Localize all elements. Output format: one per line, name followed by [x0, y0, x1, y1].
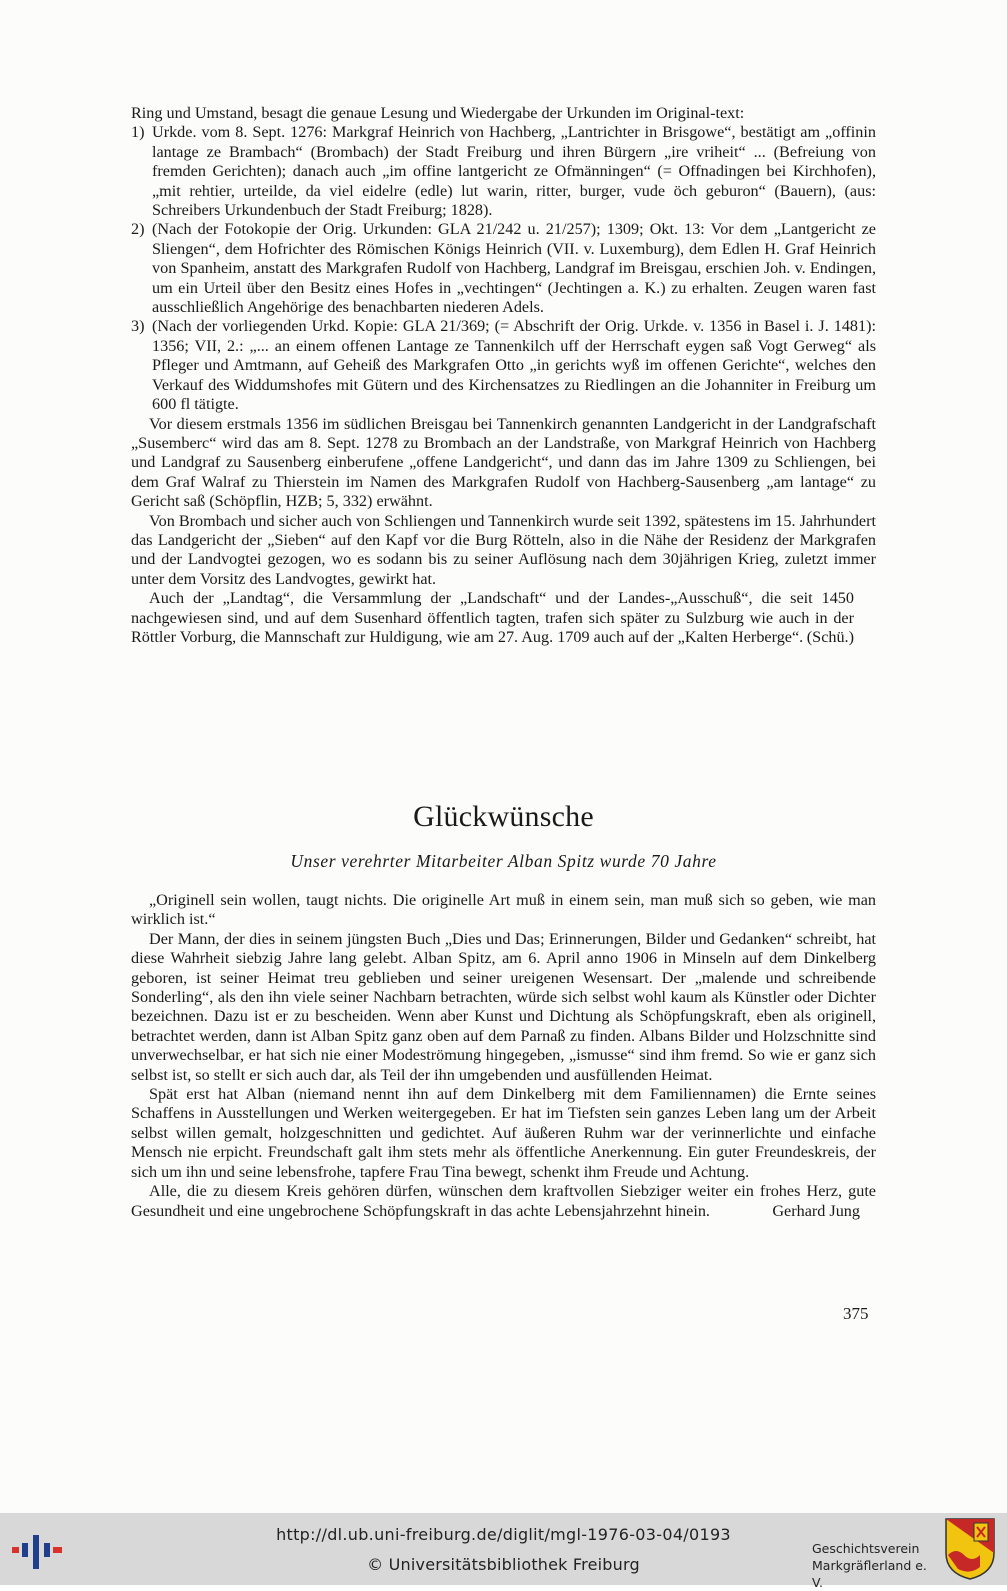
- body-paragraph: Spät erst hat Alban (niemand nennt ihn auf dem Dinkelberg mit dem Familiennamen) die Ernte seines Schaffens in Ausstellungen und Werken weitergegeben. Er hat im Tiefsten sein ganzes Leben lang um der Arbeit selbst willen gemalt, holzgeschnitten und gedichtet. Auf äußeren Ruhm war der verinnerlichte und einfache Mensch nie erpicht. Freundschaft galt ihm stets mehr als öffentliche Anerkennung. Ein guter Freundeskreis, der sich um ihn und seine lebensfrohe, tapfere Frau Tina bewegt, schenkt ihm Freude und Achtung.: [131, 1085, 876, 1181]
- society-line2: Markgräflerland e. V.: [812, 1558, 927, 1590]
- society-line1: Geschichtsverein: [812, 1541, 920, 1556]
- body-paragraph: Vor diesem erstmals 1356 im südlichen Breisgau bei Tannenkirch genannten Landgericht in der Landgrafschaft „Susemberc“ wird das am 8. Sept. 1278 zu Brombach an der Landstraße, von Markgraf Heinrich von Hachberg und Landgraf zu Sausenberg einberufene „offene Landgericht“, und dann das im Jahre 1309 zu Schliengen, bei dem Graf Walraf zu Thierstein im Namen des Markgrafen Rudolf von Hachberg-Sausenberg „am lantage“ zu Gericht saß (Schöpflin, HZB; 5, 332) erwähnt.: [131, 414, 876, 511]
- author-initials: (Schü.): [806, 627, 854, 646]
- section-subheading: Unser verehrter Mitarbeiter Alban Spitz wurde 70 Jahre: [290, 851, 717, 871]
- list-number: 3): [131, 317, 145, 336]
- list-number: 1): [131, 123, 145, 142]
- article-landgericht: [131, 104, 876, 647]
- body-paragraph: Alle, die zu diesem Kreis gehören dürfen, wünschen dem kraftvollen Siebziger weiter ein frohes Herz, gute Gesundheit und eine ungebrochene Schöpfungskraft in das achte Lebensjahrzehnt hinein.: [131, 1182, 876, 1220]
- list-item: [131, 220, 876, 317]
- source-url-link[interactable]: http://dl.ub.uni-freiburg.de/diglit/mgl-1976-03-04/0193: [276, 1525, 731, 1544]
- body-paragraph: Von Brombach und sicher auch von Schliengen und Tannenkirch wurde seit 1392, spätestens im 15. Jahrhundert das Landgericht der „Sieben“ auf den Kapf vor die Burg Rötteln, also in die Nähe der Residenz der Markgrafen und der Landvogtei gezogen, wo es sodann bis zu seiner Auflösung nach dem 30jährigen Krieg, zuletzt immer unter dem Vorsitz des Landvogtes, gewirkt hat.: [131, 511, 877, 588]
- page-number: 375: [843, 1304, 869, 1323]
- list-text: Urkde. vom 8. Sept. 1276: Markgraf Heinrich von Hachberg, „Lantrichter in Brisgowe“, bestätigt am „offinin lantage ze Brambach“ (Brombach) der Stadt Freiburg und ihren Bürgern „ire vriheit“ ... (Befreiung von fremden Gerichten); danach auch „im offine lantgericht ze Ofmänningen“ (= Offnadingen bei Kirchhofen), „mit rehtier, urteilde, da viel eidelre (edle) lut warin, ritter, burger, vude öch geburon“ (Bauern), (aus: Schreibers Urkundenbuch der Stadt Freiburg; 1828).: [152, 123, 876, 220]
- body-paragraph: Der Mann, der dies in seinem jüngsten Buch „Dies und Das; Erinnerungen, Bilder und Gedanken“ schreibt, hat diese Wahrheit siebzig Jahre lang gelebt. Alban Spitz, am 6. April anno 1906 in Minseln auf dem Dinkelberg geboren, ist seiner Heimat treu geblieben und seiner ureigenen Wesensart. Der „malende und schreibende Sonderling“, als den ihn viele seiner Nachbarn betrachten, würde sich selbst wohl kaum als Künstler oder Dichter bezeichnen. Dazu ist er zu bescheiden. Wenn aber Kunst und Dichtung als Schöpfungskraft, eben als originell, betrachtet werden, dann ist Alban Spitz ganz oben auf dem Parnaß zu finden. Albans Bilder und Holzschnitte sind unverwechselbar, er hat sich nie einer Modeströmung hingegeben, „ismusse“ sind ihm fremd. So wie er ganz sich selbst ist, so stellt er sich auch dar, als Teil der ihn umgebenden und ausfüllenden Heimat.: [131, 929, 876, 1084]
- body-paragraph: Auch der „Landtag“, die Versammlung der „Landschaft“ und der Landes-„Ausschuß“, die seit 1450 nachgewiesen sind, und auf dem Susenhard öffentlich tagten, trafen sich später zu Sulzburg wie auch in der Röttler Vorburg, die Mannschaft zur Huldigung, wie am 27. Aug. 1709 auch auf der „Kalten Herberge“.: [131, 589, 854, 646]
- list-item: [131, 123, 876, 220]
- document-list: [131, 123, 876, 414]
- copyright-text: © Universitätsbibliothek Freiburg: [367, 1555, 640, 1574]
- society-name: [812, 1540, 940, 1591]
- article-glueckwuensche: [131, 891, 876, 1221]
- author-name: Gerhard Jung: [772, 1201, 860, 1220]
- list-text: (Nach der vorliegenden Urkd. Kopie: GLA 21/369; (= Abschrift der Orig. Urkde. v. 1356 in Basel i. J. 1481): 1356; VII, 2.: „... an einem offenen Lantage ze Tannenkilch uff der Herrschaft eygen saß Vogt Gerweg“ als Pfleger und Amtmann, auf Geheiß des Markgrafen Otto „in gerichts wyß im offenen Gerichte“, welches den Verkauf des Widdumshofes mit Gütern und des Kirchensatzes zu Riedlingen an die Johanniter in Freiburg um 600 fl tätigte.: [152, 317, 876, 414]
- section-heading: Glückwünsche: [413, 800, 594, 833]
- intro-paragraph: Ring und Umstand, besagt die genaue Lesung und Wiedergabe der Urkunden im Original-text:: [131, 104, 745, 122]
- list-text: (Nach der Fotokopie der Orig. Urkunden: GLA 21/242 u. 21/257); 1309; Okt. 13: Vor dem „Lantgericht ze Sliengen“, dem Hofrichter des Römischen Königs Heinrich (VII. v. Luxemburg), dem Edlen H. Graf Heinrich von Spanheim, anstatt des Markgrafen Rudolf von Hachberg, Landgraf im Breisgau, erschien Joh. v. Endingen, um ein Urteil über den Besitz eines Hofes in „vechtingen“ (Jechtingen a. K.) zu erhalten. Zeugen waren fast ausschließlich Angehörige des benachbarten niederen Adels.: [152, 220, 876, 317]
- footer-bar: [0, 1513, 1007, 1590]
- coat-of-arms-icon: [944, 1517, 996, 1581]
- quote-paragraph: „Originell sein wollen, taugt nichts. Die originelle Art muß in einem sein, man muß sich so geben, wie man wirklich ist.“: [131, 891, 876, 929]
- body-paragraph-signed: [131, 589, 876, 647]
- list-number: 2): [131, 220, 145, 239]
- list-item: [131, 317, 876, 414]
